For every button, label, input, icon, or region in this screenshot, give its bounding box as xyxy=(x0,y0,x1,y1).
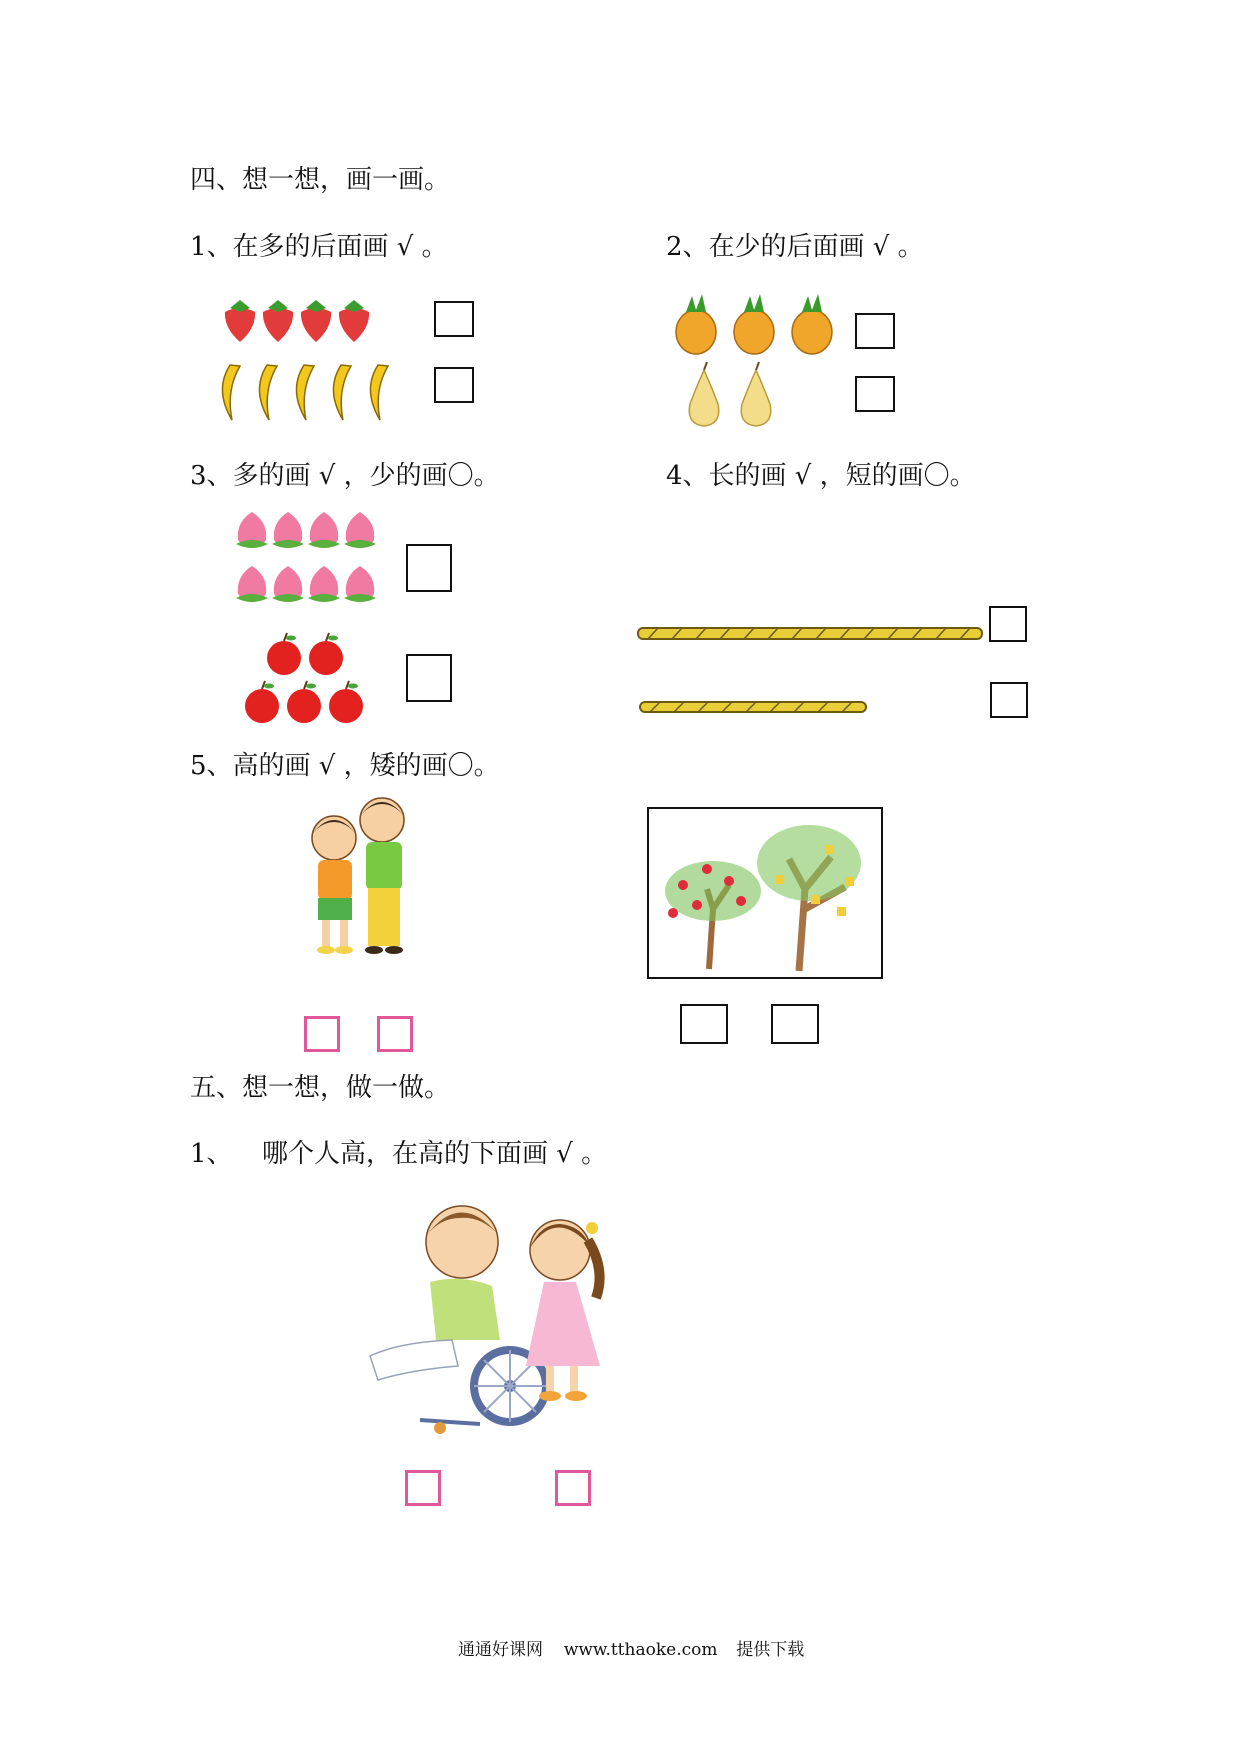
strawberry-row xyxy=(225,300,369,342)
peach-group xyxy=(236,512,376,602)
q1-label: 1、在多的后面画 √ 。 xyxy=(190,232,448,262)
tall-boy xyxy=(360,798,404,954)
q3-answer-box-peaches[interactable] xyxy=(406,544,452,592)
s5-q1-number: 1、 xyxy=(190,1139,233,1169)
q2-fruit-illustration xyxy=(670,290,840,430)
section-4-heading: 四、想一想，画一画。 xyxy=(190,165,451,195)
banana-icon xyxy=(222,365,240,420)
peach-icon xyxy=(344,566,376,602)
apple-icon xyxy=(309,633,343,675)
girl xyxy=(526,1220,600,1401)
banana-icon xyxy=(259,365,277,420)
short-tree xyxy=(665,861,761,969)
q2-label: 2、在少的后面画 √ 。 xyxy=(666,232,924,262)
peach-icon xyxy=(272,566,304,602)
q3-fruit-illustration xyxy=(232,508,382,728)
strawberry-icon xyxy=(263,300,293,342)
pear-row xyxy=(689,362,770,426)
q3-label: 3、多的画 √ ，少的画〇。 xyxy=(190,461,500,491)
banana-icon xyxy=(333,365,351,420)
tall-tree xyxy=(757,825,861,971)
strawberry-icon xyxy=(301,300,331,342)
pineapple-icon xyxy=(792,294,832,354)
pear-icon xyxy=(741,362,770,426)
footer xyxy=(458,1635,804,1660)
footer-suffix: 提供下载 xyxy=(736,1640,805,1660)
q5-label: 5、高的画 √ ，矮的画〇。 xyxy=(190,751,500,781)
boy-in-wheelchair xyxy=(370,1206,500,1380)
long-rope xyxy=(636,624,986,644)
apple-icon xyxy=(329,681,363,723)
two-boys-illustration xyxy=(296,790,436,970)
q4-answer-box-short-rope[interactable] xyxy=(990,682,1028,718)
q1-fruit-illustration xyxy=(212,290,412,430)
banana-icon xyxy=(370,365,388,420)
apple-icon xyxy=(287,681,321,723)
pineapple-icon xyxy=(734,294,774,354)
q1-answer-box-bananas[interactable] xyxy=(434,367,474,403)
q5-answer-box-short-tree[interactable] xyxy=(680,1004,728,1044)
q4-answer-box-long-rope[interactable] xyxy=(989,606,1027,642)
q4-label: 4、长的画 √ ，短的画〇。 xyxy=(666,461,976,491)
q3-answer-box-apples[interactable] xyxy=(406,654,452,702)
s5-q1-label: 哪个人高，在高的下面画 √ 。 xyxy=(262,1139,608,1169)
peach-icon xyxy=(308,566,340,602)
peach-icon xyxy=(236,512,268,548)
banana-icon xyxy=(296,365,314,420)
strawberry-icon xyxy=(339,300,369,342)
q1-answer-box-strawberries[interactable] xyxy=(434,301,474,337)
strawberry-icon xyxy=(225,300,255,342)
footer-url[interactable]: www.tthaoke.com xyxy=(563,1640,718,1660)
short-rope xyxy=(638,698,870,718)
two-trees-illustration xyxy=(649,809,881,977)
trees-frame xyxy=(647,807,883,979)
peach-icon xyxy=(344,512,376,548)
banana-row xyxy=(222,365,388,420)
apple-icon xyxy=(267,633,301,675)
apple-group xyxy=(245,633,363,723)
pineapple-icon xyxy=(676,294,716,354)
apple-icon xyxy=(245,681,279,723)
q2-answer-box-pineapples[interactable] xyxy=(855,313,895,349)
q5-answer-box-tall-boy[interactable] xyxy=(377,1016,413,1052)
section-5-heading: 五、想一想，做一做。 xyxy=(190,1073,451,1103)
peach-icon xyxy=(236,566,268,602)
peach-icon xyxy=(272,512,304,548)
wheelchair-scene-illustration xyxy=(360,1190,630,1460)
pineapple-row xyxy=(676,294,832,354)
q5-answer-box-tall-tree[interactable] xyxy=(771,1004,819,1044)
footer-site-name: 通通好课网 xyxy=(458,1640,543,1660)
peach-icon xyxy=(308,512,340,548)
short-boy xyxy=(312,816,356,954)
q5-answer-box-short-boy[interactable] xyxy=(304,1016,340,1052)
s5-q1-answer-box-boy[interactable] xyxy=(405,1470,441,1506)
q2-answer-box-pears[interactable] xyxy=(855,376,895,412)
pear-icon xyxy=(689,362,718,426)
s5-q1-answer-box-girl[interactable] xyxy=(555,1470,591,1506)
